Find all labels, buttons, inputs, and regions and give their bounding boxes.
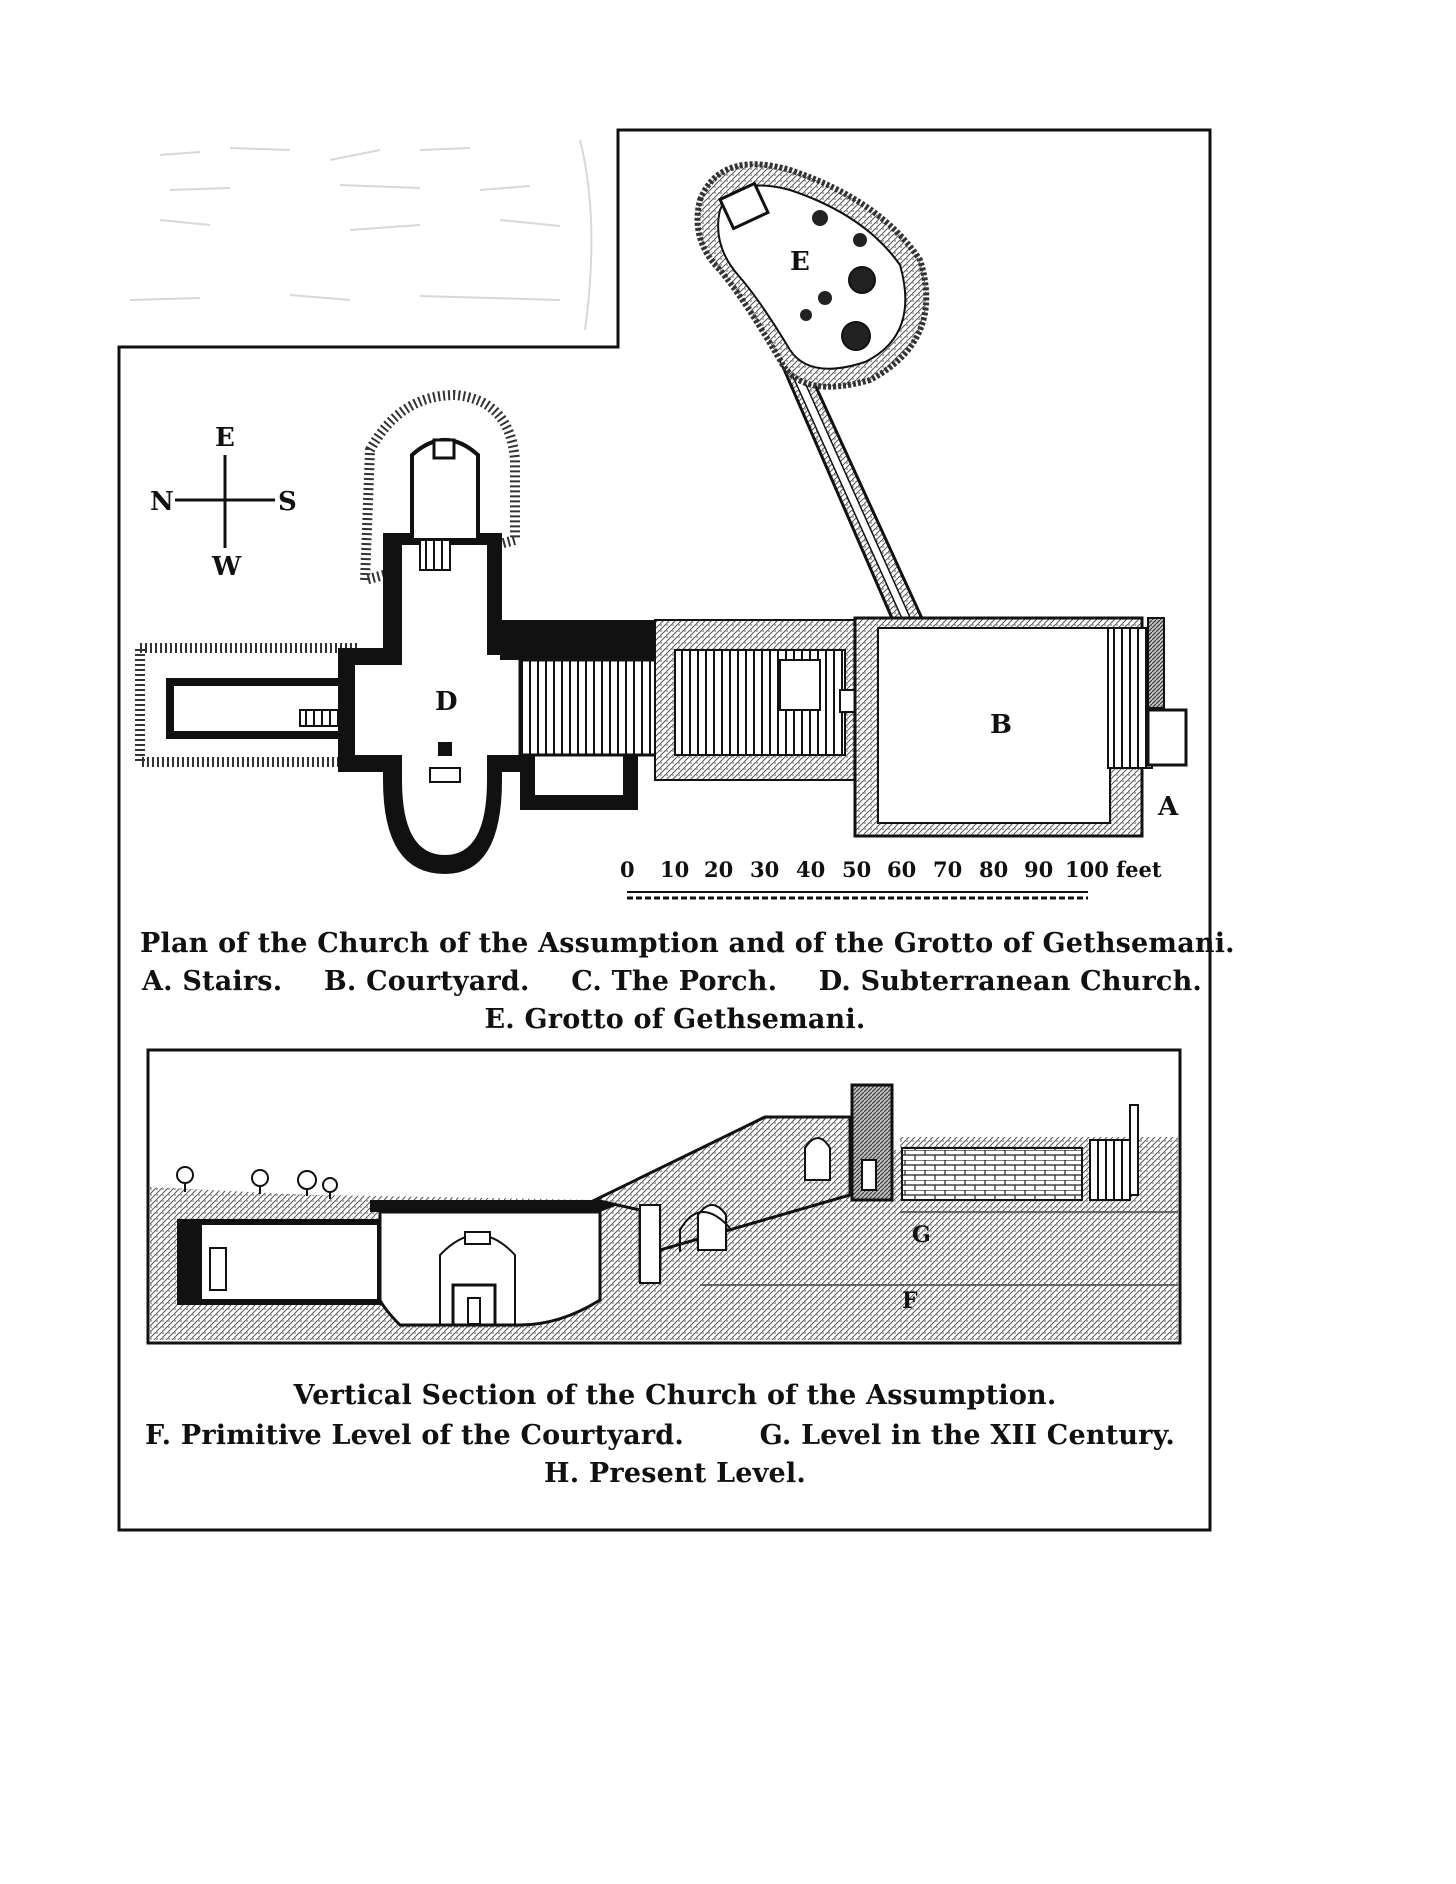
section-window [805, 1138, 830, 1180]
stairs-a-wall [1148, 618, 1164, 708]
scale-tick: 20 [704, 857, 734, 882]
scale-tick: 10 [660, 857, 690, 882]
section-stairs [1090, 1140, 1130, 1200]
tomb-outline [430, 768, 460, 782]
compass-west: W [212, 552, 242, 582]
section-caption-last: H. Present Level. [544, 1458, 806, 1489]
scale-tick: 30 [750, 857, 780, 882]
altar-block [438, 742, 452, 756]
stair-tunnel [170, 682, 360, 735]
section-drawing [148, 1050, 1180, 1343]
compass-rose [150, 423, 297, 582]
plan-caption-title: Plan of the Church of the Assumption and of the Grotto of Gethsemani. [140, 928, 1235, 959]
grotto-pillar [800, 309, 812, 321]
scale-tick: 80 [979, 857, 1009, 882]
porch-entrance [780, 660, 820, 710]
grotto-pillar [849, 267, 875, 293]
grotto-pillar [842, 322, 870, 350]
section-tunnel-door [210, 1248, 226, 1290]
north-altar [434, 440, 454, 458]
plan-label-d: D [435, 687, 458, 717]
plan-caption-last: E. Grotto of Gethsemani. [484, 1004, 866, 1035]
legend-item: D. Subterranean Church. [818, 966, 1202, 997]
south-chamber-floor [535, 755, 623, 795]
section-post [1130, 1105, 1138, 1195]
plan-label-b: B [990, 710, 1012, 740]
section-label-f: F [902, 1288, 918, 1314]
scale-tick: 70 [933, 857, 963, 882]
grotto-pillar [812, 210, 828, 226]
grotto-passage-inner [790, 367, 912, 625]
section-porch-wall [640, 1205, 660, 1283]
stairs-a [1108, 628, 1152, 768]
nave-wall-top [500, 620, 660, 660]
scale-tick: 90 [1024, 857, 1054, 882]
compass-east: E [215, 423, 235, 453]
section-apse-top [465, 1232, 490, 1244]
plan-caption-legend [142, 966, 1202, 997]
legend-item: G. Level in the XII Century. [759, 1420, 1175, 1451]
scale-tick: 40 [796, 857, 826, 882]
plan-label-a: A [1158, 792, 1179, 822]
section-caption-title: Vertical Section of the Church of the Assumption. [293, 1380, 1057, 1411]
legend-item: A. Stairs. [142, 966, 283, 997]
section-courtyard-wall [902, 1148, 1082, 1200]
grotto-pillar [853, 233, 867, 247]
section-caption-legend [145, 1420, 1175, 1451]
legend-item: B. Courtyard. [323, 966, 530, 997]
scale-tick: 0 [620, 857, 635, 882]
compass-south: S [278, 487, 297, 517]
scale-tick: 100 feet [1065, 857, 1162, 882]
legend-item: F. Primitive Level of the Courtyard. [145, 1420, 684, 1451]
section-tower-window [862, 1160, 876, 1190]
section-altar-door [468, 1298, 480, 1324]
church-stairs [420, 540, 450, 570]
legend-item: C. The Porch. [571, 966, 778, 997]
scale-tick: 60 [887, 857, 917, 882]
bleed-through-marks [130, 140, 591, 330]
plan-drawing [140, 164, 1186, 872]
plan-label-e: E [790, 247, 810, 277]
section-tunnel-end [180, 1222, 202, 1302]
compass-north: N [150, 487, 174, 517]
stairs-a-landing [1148, 710, 1186, 765]
scale-tick: 50 [842, 857, 872, 882]
section-label-g: G [912, 1222, 931, 1248]
grotto-pillar [818, 291, 832, 305]
scale-bar [620, 857, 1162, 898]
